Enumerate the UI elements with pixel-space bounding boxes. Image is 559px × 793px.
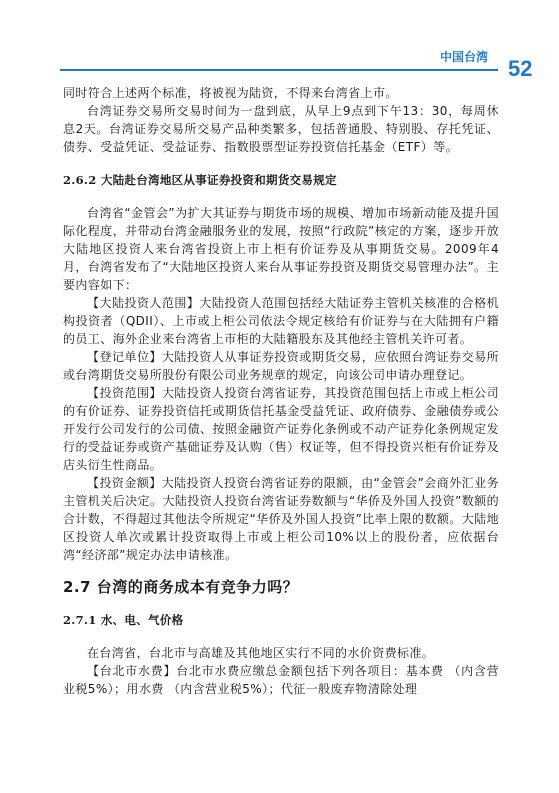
header-rule (60, 69, 498, 71)
heading-2-7: 2.7 台湾的商务成本有竞争力吗？ (63, 578, 299, 596)
paragraph-fsc-intro: 台湾省“金管会”为扩大其证券与期货市场的规模、增加市场新动能及提升国际化程度，并带动台湾金融服务业的发展，按照“行政院”核定的方案，逐步开放大陆地区投资人来台湾省投资上市上柜有价证券及从事期货交易。2009年4月，台湾省发布了“大陆地区投资人来台从事证券投资及期货交易管理办法”。主要内容如下： (63, 206, 499, 292)
page-header (0, 0, 559, 96)
paragraph-investment-scope: 【投资范围】大陆投资人投资台湾省证券，其投资范围包括上市或上柜公司的有价证券、证券投资信托或期货信托基金受益凭证、政府债券、金融债券或公开发行公司发行的公司债、按照金融资产证券化条例或不动产证券化条例规定发行的受益证券或资产基础证券及认购（售）权证等，但不得投资兴柜有价证券及店头衍生性商品。 (63, 386, 499, 472)
paragraph-continuation: 同时符合上述两个标准，将被视为陆资，不得来台湾省上市。 (63, 86, 398, 100)
paragraph-investment-amount: 【投资金额】大陆投资人投资台湾省证券的限额，由“金管会”会商外汇业务主管机关后决定。大陆投资人投资台湾省证券数额与“华侨及外国人投资”数额的合计数，不得超过其他法令所规定“华侨及外国人投资”比率上限的数额。大陆地区投资人单次或累计投资取得上市或上柜公司10%以上的股份者，应依据台湾“经济部”规定办法申请核准。 (63, 476, 499, 562)
paragraph-registration: 【登记单位】大陆投资人从事证券投资或期货交易，应依照台湾证券交易所或台湾期货交易所股份有限公司业务规章的规定，向该公司申请办理登记。 (63, 350, 499, 382)
paragraph-taipei-water-fee: 【台北市水费】台北市水费应缴总金额包括下列各项目：基本费 （内含营业税5%）；用水费 （内含营业税5%）；代征一般废弃物清除处理 (63, 664, 499, 696)
paragraph-trading-hours: 台湾证券交易所交易时间为一盘到底，从早上9点到下午13：30，每周休息2天。台湾证券交易所交易产品种类繁多，包括普通股、特别股、存托凭证、债券、受益凭证、受益证券、指数股票型证券投资信托基金（ETF）等。 (63, 104, 499, 154)
paragraph-water-rates: 在台湾省，台北市与高雄及其他地区实行不同的水价资费标准。 (87, 646, 435, 660)
paragraph-investor-scope: 【大陆投资人范围】大陆投资人范围包括经大陆证券主管机关核准的合格机构投资者（QDII）、上市或上柜公司依法令规定核给有价证券与在大陆拥有户籍的员工、海外企业来台湾省上市柜的大陆籍股东及其他经主管机关许可者。 (63, 296, 499, 346)
heading-2-7-1: 2.7.1 水、电、气价格 (63, 613, 184, 627)
section-label: 中国台湾 (440, 50, 489, 64)
page-number: 52 (508, 56, 533, 81)
heading-2-6-2: 2.6.2 大陆赴台湾地区从事证券投资和期货交易规定 (63, 173, 337, 187)
page-body (63, 84, 499, 698)
